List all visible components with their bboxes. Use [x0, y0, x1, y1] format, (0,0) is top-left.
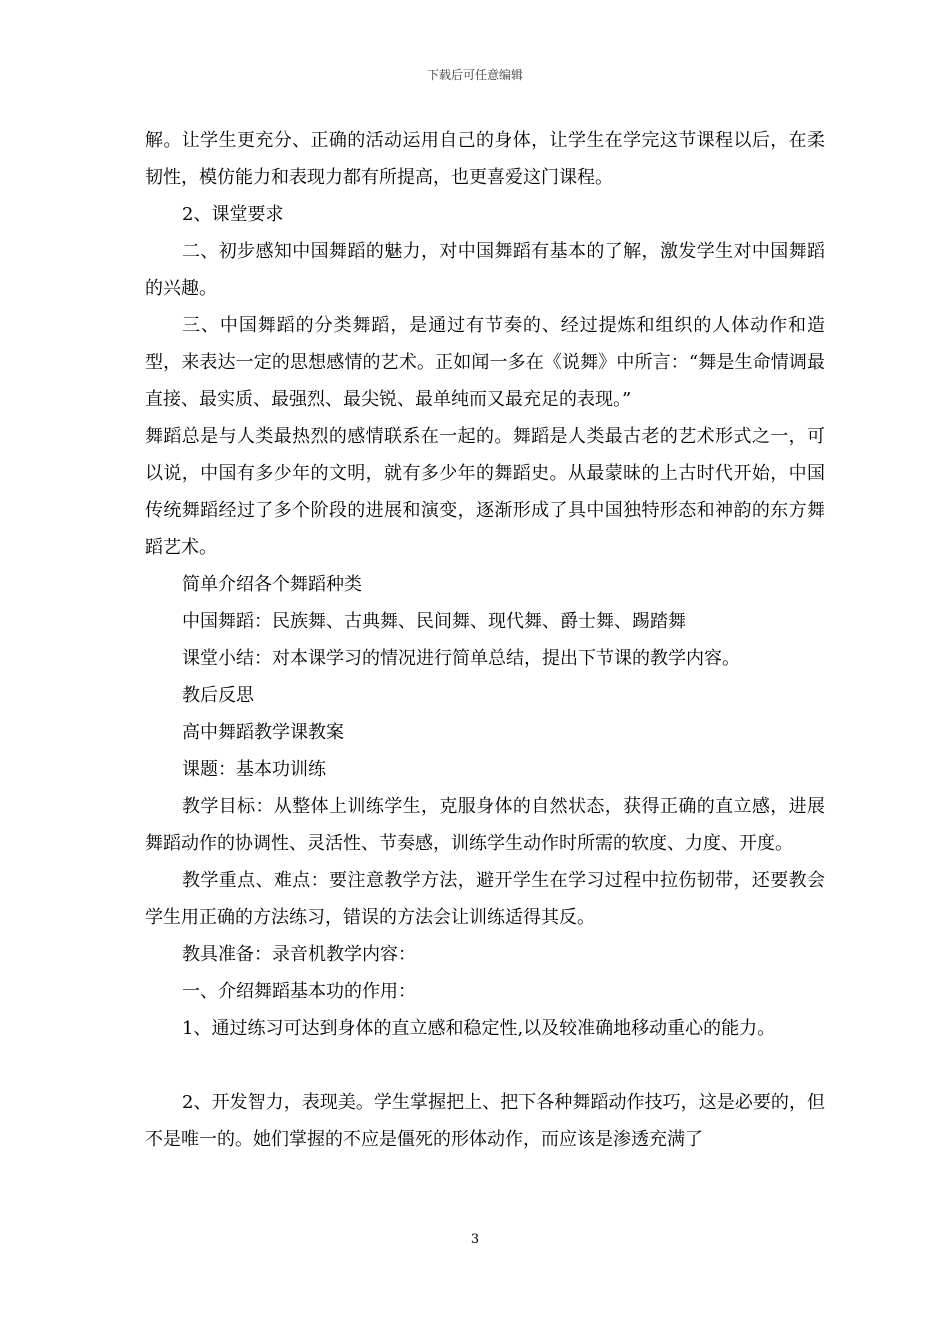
paragraph: 二、初步感知中国舞蹈的魅力，对中国舞蹈有基本的了解，激发学生对中国舞蹈的兴趣。 — [145, 241, 825, 299]
paragraph: 中国舞蹈：民族舞、古典舞、民间舞、现代舞、爵士舞、踢踏舞 — [182, 611, 686, 632]
paragraph: 教学目标：从整体上训练学生，克服身体的自然状态，获得正确的直立感，进展舞蹈动作的协调性、灵活性、节奏感，训练学生动作时所需的软度、力度、开度。 — [145, 796, 825, 854]
page-header: 下载后可任意编辑 — [426, 68, 523, 82]
paragraph: 简单介绍各个舞蹈种类 — [182, 574, 362, 595]
paragraph: 课题：基本功训练 — [182, 759, 326, 780]
paragraph: 舞蹈总是与人类最热烈的感情联系在一起的。舞蹈是人类最古老的艺术形式之一，可以说，中国有多少年的文明，就有多少年的舞蹈史。从最蒙昧的上古时代开始，中国传统舞蹈经过了多个阶段的进展和演变，逐渐形成了具中国独特形态和神韵的东方舞蹈艺术。 — [145, 426, 825, 558]
paragraph: 解。让学生更充分、正确的活动运用自己的身体，让学生在学完这节课程以后，在柔韧性，模仿能力和表现力都有所提高，也更喜爱这门课程。 — [145, 130, 825, 188]
paragraph: 教学重点、难点：要注意教学方法，避开学生在学习过程中拉伤韧带，还要教会学生用正确的方法练习，错误的方法会让训练适得其反。 — [145, 870, 825, 928]
paragraph: 2、课堂要求 — [182, 204, 284, 225]
paragraph: 1、通过练习可达到身体的直立感和稳定性,以及较准确地移动重心的能力。 — [182, 1018, 776, 1039]
page-number: 3 — [470, 1232, 480, 1247]
paragraph: 高中舞蹈教学课教案 — [182, 722, 344, 743]
paragraph: 2、开发智力，表现美。学生掌握把上、把下各种舞蹈动作技巧，这是必要的，但不是唯一的。她们掌握的不应是僵死的形体动作，而应该是渗透充满了 — [145, 1092, 825, 1150]
paragraph: 教后反思 — [182, 685, 254, 706]
paragraph: 一、介绍舞蹈基本功的作用： — [182, 981, 416, 1002]
document-body — [145, 122, 825, 1158]
paragraph: 课堂小结：对本课学习的情况进行简单总结，提出下节课的教学内容。 — [182, 648, 740, 669]
paragraph: 教具准备：录音机教学内容： — [182, 944, 416, 965]
paragraph: 三、中国舞蹈的分类舞蹈，是通过有节奏的、经过提炼和组织的人体动作和造型，来表达一定的思想感情的艺术。正如闻一多在《说舞》中所言：“舞是生命情调最直接、最实质、最强烈、最尖锐、最单纯而又最充足的表现。” — [145, 315, 825, 410]
